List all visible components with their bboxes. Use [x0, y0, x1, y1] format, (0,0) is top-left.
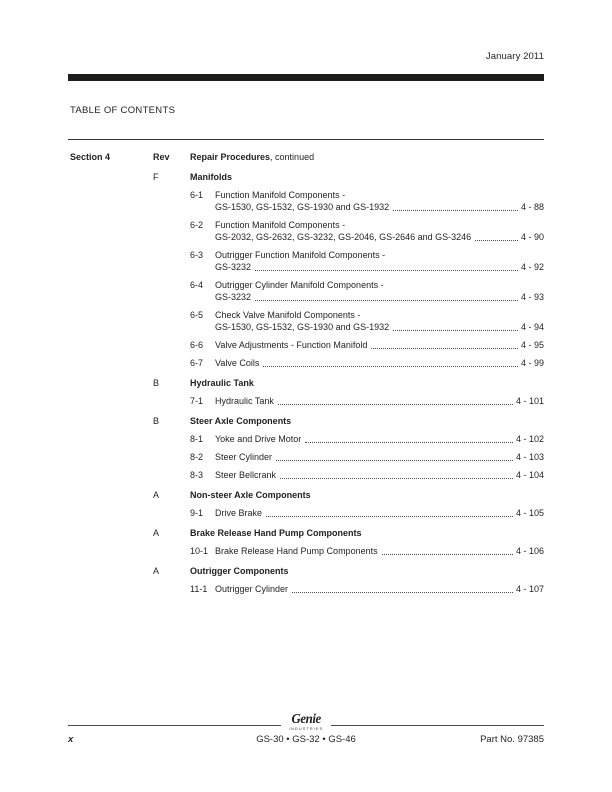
dot-leader: [393, 201, 518, 211]
section-column-spacer: [68, 451, 150, 463]
entry-last-line: [215, 545, 544, 557]
group-rev-letter: B: [153, 378, 160, 388]
entry-content: [190, 451, 544, 463]
entry-line: GS-3232: [215, 292, 252, 302]
group-rev-letter: A: [153, 528, 160, 538]
dot-leader: [266, 507, 513, 517]
entry-content: [190, 507, 544, 519]
entry-layout: [190, 309, 544, 333]
section-column-spacer: [68, 189, 150, 213]
entry-number: 11-1: [190, 584, 208, 594]
group-row: [68, 527, 544, 539]
part-number: Part No. 97385: [480, 734, 544, 745]
footer-rule-right: [331, 725, 544, 726]
entry-content: [190, 469, 544, 481]
entry-content: [190, 279, 544, 303]
footer-text-row: [68, 734, 544, 745]
entry-line: GS-3232: [215, 262, 252, 272]
entry-last-line: [215, 395, 544, 407]
rev-column-spacer: [150, 469, 190, 481]
group-title: Manifolds: [190, 172, 232, 182]
section-column-spacer: [68, 395, 150, 407]
genie-logo: [281, 713, 331, 731]
entry-line: Steer Bellcrank: [215, 470, 277, 480]
rev-column-spacer: [150, 583, 190, 595]
entry-number: 6-3: [190, 250, 204, 260]
entry-number: 6-5: [190, 310, 204, 320]
footer-rule-left: [68, 725, 281, 726]
section-column-spacer: [68, 219, 150, 243]
dot-leader: [305, 433, 513, 443]
entry-page-number: 4 - 94: [520, 322, 544, 332]
rev-column-spacer: [150, 339, 190, 351]
rev-column-spacer: [150, 189, 190, 213]
entry-page-number: 4 - 90: [520, 232, 544, 242]
group-title: Non-steer Axle Components: [190, 490, 311, 500]
entry-line: Drive Brake: [215, 508, 263, 518]
section-column-spacer: [68, 279, 150, 303]
entry-content: [190, 249, 544, 273]
entry-line: Valve Adjustments - Function Manifold: [215, 340, 368, 350]
group-rev-letter: B: [153, 416, 160, 426]
entry-content: [190, 357, 544, 369]
entry-layout: [190, 357, 544, 369]
section-column-spacer: [68, 309, 150, 333]
entry-layout: [190, 583, 544, 595]
entry-page-number: 4 - 95: [520, 340, 544, 350]
toc-entry: [68, 357, 544, 369]
dot-leader: [382, 545, 513, 555]
entry-content: [190, 545, 544, 557]
group-title: Hydraulic Tank: [190, 378, 254, 388]
entry-line: Function Manifold Components -: [215, 220, 346, 230]
entry-last-line: [215, 231, 544, 243]
section-column-spacer: [68, 527, 150, 539]
entry-content: [190, 189, 544, 213]
footer-logo-row: [68, 713, 544, 731]
entry-line: Yoke and Drive Motor: [215, 434, 302, 444]
entry-body: [215, 507, 544, 519]
rev-column-spacer: [150, 279, 190, 303]
toc-heading: [190, 151, 544, 163]
entry-last-line: [215, 321, 544, 333]
entry-number: 10-1: [190, 546, 209, 556]
entry-layout: [190, 339, 544, 351]
entry-body: [215, 339, 544, 351]
entry-layout: [190, 545, 544, 557]
genie-logo-subtext: INDUSTRIES: [288, 726, 324, 731]
toc-entry: [68, 395, 544, 407]
rev-column-spacer: [150, 507, 190, 519]
toc-entry: [68, 219, 544, 243]
rev-column-spacer: [150, 433, 190, 445]
entry-page-number: 4 - 99: [520, 358, 544, 368]
toc-body: [68, 171, 544, 595]
dot-leader: [393, 321, 518, 331]
entry-line: Function Manifold Components -: [215, 190, 346, 200]
rev-column-spacer: [150, 219, 190, 243]
genie-logo-wordmark: Genie: [291, 712, 321, 727]
dot-leader: [278, 395, 513, 405]
entry-content: [190, 395, 544, 407]
toc-entry: [68, 309, 544, 333]
entry-page-number: 4 - 101: [515, 396, 544, 406]
group-title: Brake Release Hand Pump Components: [190, 528, 362, 538]
group-rev-letter: F: [153, 172, 159, 182]
rev-column-label: Rev: [153, 152, 170, 162]
entry-last-line: [215, 291, 544, 303]
toc-top-rule: [68, 139, 544, 140]
dot-leader: [280, 469, 513, 479]
entry-number: 6-7: [190, 358, 204, 368]
section-column-spacer: [68, 249, 150, 273]
toc-entry: [68, 249, 544, 273]
entry-content: [190, 219, 544, 243]
entry-line: Steer Cylinder: [215, 452, 273, 462]
rev-column-spacer: [150, 395, 190, 407]
entry-layout: [190, 189, 544, 213]
section-label: Section 4: [70, 152, 111, 162]
entry-content: [190, 583, 544, 595]
header-divider-bar: [68, 74, 544, 81]
toc-entry: [68, 507, 544, 519]
entry-last-line: [215, 201, 544, 213]
entry-last-line: [215, 433, 544, 445]
entry-number: 7-1: [190, 396, 204, 406]
rev-column-spacer: [150, 545, 190, 557]
section-column-spacer: [68, 339, 150, 351]
section-column-spacer: [68, 507, 150, 519]
entry-page-number: 4 - 107: [515, 584, 544, 594]
entry-layout: [190, 249, 544, 273]
entry-last-line: [215, 261, 544, 273]
entry-last-line: [215, 507, 544, 519]
entry-page-number: 4 - 104: [515, 470, 544, 480]
entry-layout: [190, 279, 544, 303]
group-rev-letter: A: [153, 566, 160, 576]
section-column-spacer: [68, 357, 150, 369]
entry-line: Hydraulic Tank: [215, 396, 274, 406]
entry-body: [215, 249, 544, 273]
section-column-spacer: [68, 469, 150, 481]
rev-column-spacer: [150, 309, 190, 333]
entry-content: [190, 339, 544, 351]
entry-line: Check Valve Manifold Components -: [215, 310, 361, 320]
entry-content: [190, 433, 544, 445]
dot-leader: [276, 451, 513, 461]
toc-entry: [68, 189, 544, 213]
group-row: [68, 171, 544, 183]
entry-number: 9-1: [190, 508, 204, 518]
section-column-spacer: [68, 489, 150, 501]
toc-heading-suffix: , continued: [270, 152, 315, 162]
toc-entry: [68, 339, 544, 351]
entry-last-line: [215, 339, 544, 351]
group-row: [68, 489, 544, 501]
rev-column-spacer: [150, 451, 190, 463]
dot-leader: [292, 583, 513, 593]
section-column-spacer: [68, 583, 150, 595]
entry-line: Outrigger Cylinder: [215, 584, 289, 594]
entry-last-line: [215, 469, 544, 481]
toc-heading-title: Repair Procedures: [190, 152, 271, 162]
entry-line: GS-1530, GS-1532, GS-1930 and GS-1932: [215, 322, 390, 332]
group-rev-letter: A: [153, 490, 160, 500]
model-list: GS-30 • GS-32 • GS-46: [256, 734, 356, 745]
dot-leader: [263, 357, 518, 367]
entry-layout: [190, 507, 544, 519]
entry-layout: [190, 219, 544, 243]
rev-column-spacer: [150, 357, 190, 369]
entry-layout: [190, 395, 544, 407]
toc-entry: [68, 545, 544, 557]
entry-content: [190, 309, 544, 333]
section-column-spacer: [68, 415, 150, 427]
toc-header-row: [68, 151, 544, 163]
entry-number: 8-1: [190, 434, 204, 444]
table-of-contents: [68, 151, 544, 601]
toc-entry: [68, 469, 544, 481]
entry-body: [215, 189, 544, 213]
toc-entry: [68, 451, 544, 463]
entry-body: [215, 357, 544, 369]
entry-page-number: 4 - 93: [520, 292, 544, 302]
toc-entry: [68, 583, 544, 595]
entry-number: 6-6: [190, 340, 204, 350]
entry-line: Outrigger Function Manifold Components -: [215, 250, 386, 260]
entry-page-number: 4 - 105: [515, 508, 544, 518]
entry-body: [215, 219, 544, 243]
group-row: [68, 565, 544, 577]
group-row: [68, 415, 544, 427]
section-column-spacer: [68, 433, 150, 445]
entry-layout: [190, 451, 544, 463]
entry-body: [215, 545, 544, 557]
group-row: [68, 377, 544, 389]
section-column-spacer: [68, 171, 150, 183]
entry-body: [215, 469, 544, 481]
rev-column-spacer: [150, 249, 190, 273]
entry-body: [215, 395, 544, 407]
entry-line: Valve Coils: [215, 358, 260, 368]
entry-body: [215, 451, 544, 463]
section-column-spacer: [68, 565, 150, 577]
page-number: x: [68, 734, 74, 745]
entry-number: 6-1: [190, 190, 204, 200]
page-title: TABLE OF CONTENTS: [70, 105, 176, 116]
entry-last-line: [215, 583, 544, 595]
entry-line: Brake Release Hand Pump Components: [215, 546, 378, 556]
page-footer: [68, 713, 544, 745]
entry-page-number: 4 - 92: [520, 262, 544, 272]
entry-line: GS-1530, GS-1532, GS-1930 and GS-1932: [215, 202, 390, 212]
toc-entry: [68, 279, 544, 303]
entry-page-number: 4 - 106: [515, 546, 544, 556]
entry-number: 6-2: [190, 220, 204, 230]
entry-body: [215, 309, 544, 333]
dot-leader: [371, 339, 518, 349]
entry-number: 6-4: [190, 280, 204, 290]
entry-number: 8-3: [190, 470, 204, 480]
entry-last-line: [215, 357, 544, 369]
entry-last-line: [215, 451, 544, 463]
section-column-spacer: [68, 377, 150, 389]
dot-leader: [475, 231, 518, 241]
entry-layout: [190, 433, 544, 445]
entry-body: [215, 583, 544, 595]
entry-body: [215, 279, 544, 303]
entry-page-number: 4 - 88: [520, 202, 544, 212]
entry-number: 8-2: [190, 452, 204, 462]
group-title: Steer Axle Components: [190, 416, 292, 426]
entry-line: Outrigger Cylinder Manifold Components -: [215, 280, 384, 290]
entry-page-number: 4 - 103: [515, 452, 544, 462]
section-column-spacer: [68, 545, 150, 557]
entry-body: [215, 433, 544, 445]
entry-layout: [190, 469, 544, 481]
toc-entry: [68, 433, 544, 445]
page-date: January 2011: [485, 51, 544, 62]
dot-leader: [255, 261, 518, 271]
entry-page-number: 4 - 102: [515, 434, 544, 444]
group-title: Outrigger Components: [190, 566, 289, 576]
entry-line: GS-2032, GS-2632, GS-3232, GS-2046, GS-2646 and GS-3246: [215, 232, 472, 242]
dot-leader: [255, 291, 518, 301]
